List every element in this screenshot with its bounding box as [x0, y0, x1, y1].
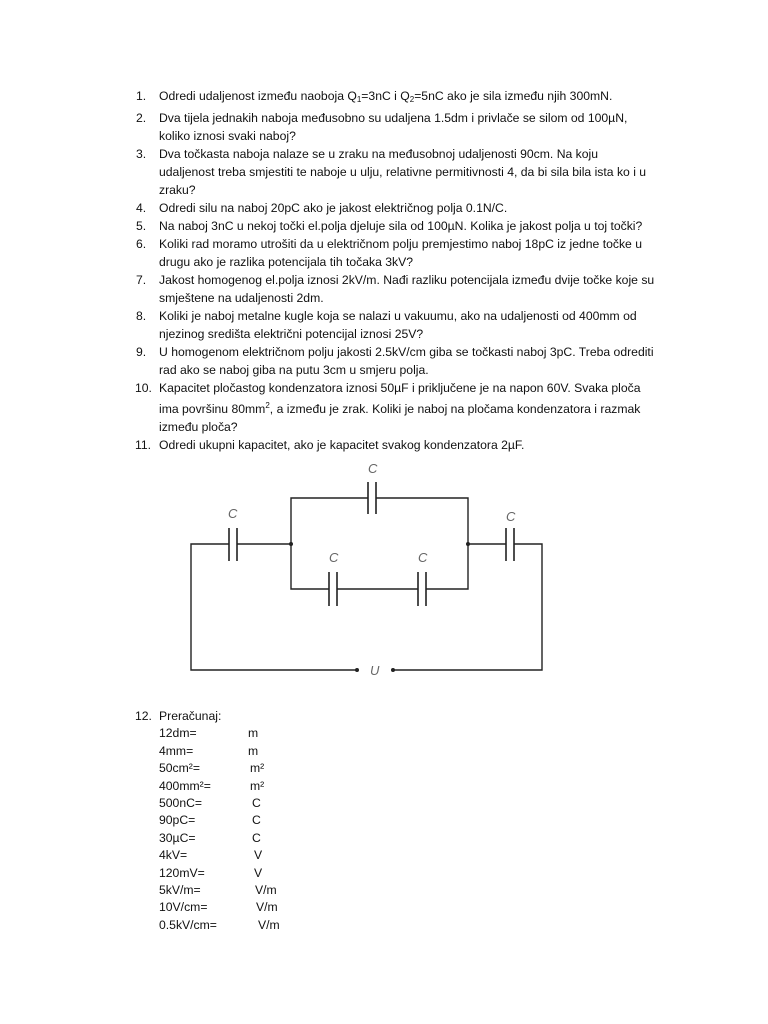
problem-number: 4. [136, 201, 147, 215]
conversion-quantity: 5kV/m= [159, 882, 201, 897]
problem-list [136, 87, 656, 454]
conversion-target-unit: m² [250, 761, 265, 776]
problem-number: 3. [136, 147, 147, 161]
conversion-quantity: 0.5kV/cm= [159, 917, 217, 932]
problem-text: Na naboj 3nC u nekoj točki el.polja djeluje sila od 100µN. Kolika je jakost polja u toj točki? [159, 219, 643, 233]
problem-number: 6. [136, 237, 147, 251]
problem-text: Odredi ukupni kapacitet, ako je kapacitet svakog kondenzatora 2µF. [159, 438, 525, 452]
conversion-quantity: 12dm= [159, 726, 197, 741]
conversion-target-unit: V/m [258, 917, 280, 932]
problem-text: Koliki rad moramo utrošiti da u električnom polju premjestimo naboj 18pC iz jedne točke u drugu ako je razlika potencijala tih točaka 3kV? [159, 237, 642, 269]
conversion-quantity: 90pC= [159, 813, 196, 828]
conversion-quantity: 400mm²= [159, 778, 211, 793]
label-top-capacitor: C [368, 461, 378, 476]
conversion-target-unit: V/m [256, 900, 278, 915]
problem-item [136, 235, 656, 271]
conversion-target-unit: m² [250, 778, 265, 793]
terminal-right [391, 668, 395, 672]
label-mid2-capacitor: C [418, 550, 428, 565]
problem-item [136, 307, 656, 343]
problem-number: 7. [136, 273, 147, 287]
problem-text: Kapacitet pločastog kondenzatora iznosi 50µF i priključene je na napon 60V. Svaka ploča ima površinu $80mm^2$, a između je zrak. Koliki je naboj na pločama kondenzatora i razmak između ploča? [159, 381, 641, 434]
conversion-target-unit: m [248, 743, 259, 758]
problem-number: 8. [136, 309, 147, 323]
conversion-target-unit: V [254, 865, 263, 880]
capacitor-circuit-diagram [185, 458, 555, 683]
problem-number: 9. [136, 345, 147, 359]
label-right-capacitor: C [506, 509, 516, 524]
conversion-quantity: 50cm²= [159, 761, 200, 776]
problem-item [136, 271, 656, 307]
problem-item [136, 109, 656, 145]
problem-text: Jakost homogenog el.polja iznosi 2kV/m. Nađi razliku potencijala između dvije točke koje su smještene na udaljenosti 2dm. [159, 273, 655, 305]
label-left-capacitor: C [228, 506, 238, 521]
conversion-quantity: 120mV= [159, 865, 205, 880]
problem-number: 11. [135, 438, 152, 452]
problem-number: 10. [135, 381, 152, 395]
conversion-quantity: 4kV= [159, 848, 188, 863]
problem-item [136, 217, 656, 235]
problem-item [136, 343, 656, 379]
conversion-title: Preračunaj: [159, 709, 222, 723]
problem-item [136, 199, 656, 217]
problem-number: 2. [136, 111, 147, 125]
junction-left [289, 542, 293, 546]
conversion-quantity: 4mm= [159, 743, 194, 758]
conversion-quantity: 10V/cm= [159, 900, 208, 915]
junction-right [466, 542, 470, 546]
conversion-target-unit: C [252, 813, 261, 828]
conversion-target-unit: m [248, 726, 259, 741]
problem-number: 1. [136, 89, 147, 103]
problem-item [136, 145, 656, 199]
problem-text: Dva točkasta naboja nalaze se u zraku na međusobnoj udaljenosti 90cm. Na koju udaljenost treba smjestiti te naboje u ulju, relativne permitivnosti 4, da bi sila bila ista ko i u zraku? [159, 147, 647, 197]
problem-text: Odredi silu na naboj 20pC ako je jakost električnog polja 0.1N/C. [159, 201, 508, 215]
problem-text: Odredi udaljenost između naoboja $Q_1=3nC$ i $Q_2=5nC$ ako je sila između njih 300mN. [159, 89, 613, 104]
problem-text: Dva tijela jednakih naboja međusobno su udaljena 1.5dm i privlače se silom od 100µN, koliko iznosi svaki naboj? [159, 111, 628, 143]
conversion-number: 12. [135, 709, 152, 723]
label-mid1-capacitor: C [329, 550, 339, 565]
label-voltage: U [370, 663, 380, 678]
conversion-target-unit: V/m [255, 882, 277, 897]
conversion-quantity: 500nC= [159, 795, 203, 810]
problem-number: 5. [136, 219, 147, 233]
problem-item [136, 436, 656, 454]
conversion-target-unit: C [252, 795, 261, 810]
problem-text: Koliki je naboj metalne kugle koja se nalazi u vakuumu, ako na udaljenosti od 400mm od njezinog središta električni potencijal iznosi 25V? [159, 309, 637, 341]
terminal-left [355, 668, 359, 672]
conversion-quantity: 30µC= [159, 830, 196, 845]
conversion-target-unit: C [252, 830, 261, 845]
problem-item [136, 379, 656, 436]
problem-text: U homogenom električnom polju jakosti 2.5kV/cm giba se točkasti naboj 3pC. Treba odrediti rad ako se naboj giba na putu 3cm u smjeru polja. [159, 345, 654, 377]
problem-item [136, 87, 656, 109]
conversion-target-unit: V [254, 848, 263, 863]
